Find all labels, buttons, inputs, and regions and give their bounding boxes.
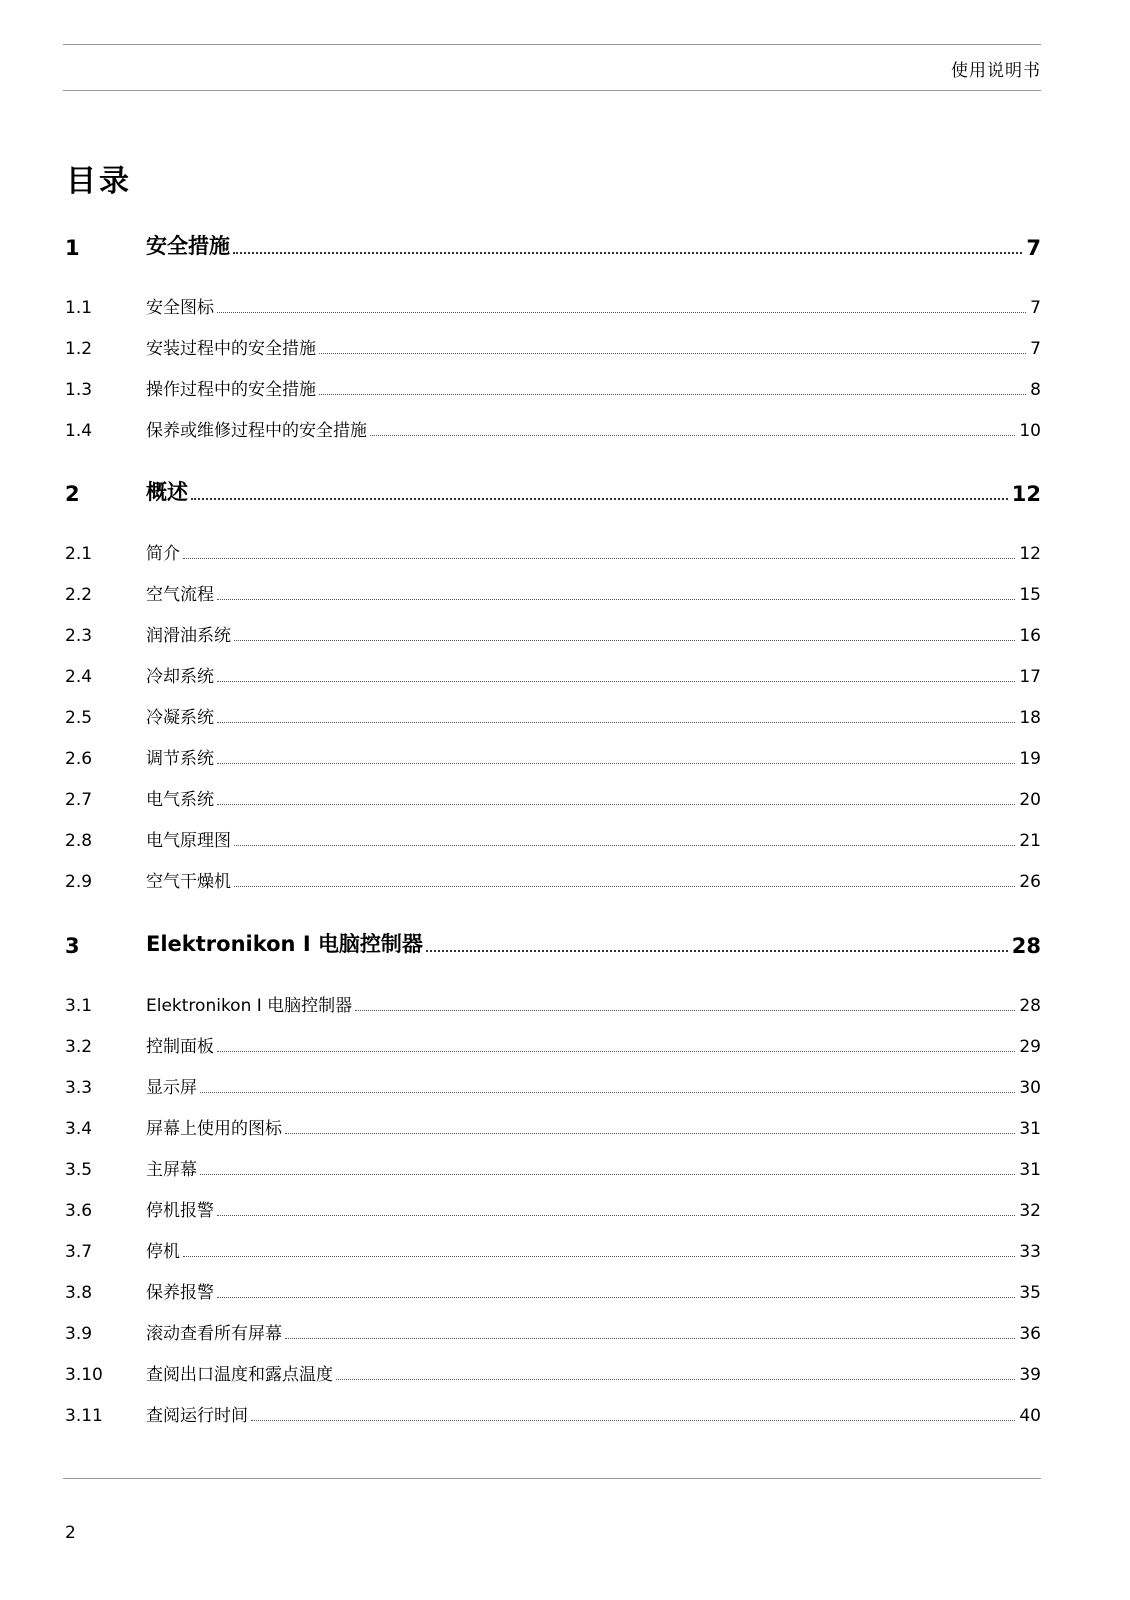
item-title: 屏幕上使用的图标 bbox=[146, 1119, 282, 1139]
dot-leader bbox=[336, 1379, 1015, 1380]
item-title: 主屏幕 bbox=[146, 1160, 197, 1180]
dot-leader bbox=[217, 1051, 1015, 1052]
item-page: 18 bbox=[1019, 708, 1041, 728]
item-page: 8 bbox=[1030, 380, 1041, 400]
item-page: 30 bbox=[1019, 1078, 1041, 1098]
item-page: 28 bbox=[1019, 996, 1041, 1016]
toc-item-3-8[interactable] bbox=[65, 1277, 1041, 1303]
chapter-title: 概述 bbox=[146, 480, 188, 504]
toc-item-2-1[interactable] bbox=[65, 538, 1041, 564]
item-page: 26 bbox=[1019, 872, 1041, 892]
chapter-title: 安全措施 bbox=[146, 234, 230, 258]
toc-item-3-4[interactable] bbox=[65, 1113, 1041, 1139]
item-title: 冷凝系统 bbox=[146, 708, 214, 728]
toc-item-3-7[interactable] bbox=[65, 1236, 1041, 1262]
document-type-label: 使用说明书 bbox=[951, 61, 1041, 81]
item-page: 7 bbox=[1030, 339, 1041, 359]
item-title: 空气干燥机 bbox=[146, 872, 231, 892]
item-title: 停机报警 bbox=[146, 1201, 214, 1221]
chapter-page: 12 bbox=[1011, 482, 1041, 506]
item-title: 控制面板 bbox=[146, 1037, 214, 1057]
dot-leader bbox=[217, 1215, 1015, 1216]
toc-item-2-5[interactable] bbox=[65, 702, 1041, 728]
chapter-title: Elektronikon I 电脑控制器 bbox=[146, 932, 423, 956]
item-title: 电气系统 bbox=[146, 790, 214, 810]
chapter-page: 7 bbox=[1026, 236, 1041, 260]
toc-item-3-2[interactable] bbox=[65, 1031, 1041, 1057]
dot-leader bbox=[285, 1133, 1015, 1134]
item-page: 16 bbox=[1019, 626, 1041, 646]
item-title: 查阅运行时间 bbox=[146, 1406, 248, 1426]
toc-item-2-3[interactable] bbox=[65, 620, 1041, 646]
item-title: 调节系统 bbox=[146, 749, 214, 769]
dot-leader bbox=[217, 722, 1015, 723]
toc-item-3-1[interactable] bbox=[65, 990, 1041, 1016]
item-number: 1.3 bbox=[65, 380, 93, 400]
header-bottom-rule bbox=[63, 90, 1041, 91]
item-page: 17 bbox=[1019, 667, 1041, 687]
toc-item-3-9[interactable] bbox=[65, 1318, 1041, 1344]
item-number: 3.9 bbox=[65, 1324, 93, 1344]
dot-leader bbox=[217, 681, 1015, 682]
dot-leader bbox=[285, 1338, 1015, 1339]
item-number: 2.7 bbox=[65, 790, 93, 810]
item-number: 3.10 bbox=[65, 1365, 103, 1385]
item-number: 3.7 bbox=[65, 1242, 93, 1262]
toc-item-2-7[interactable] bbox=[65, 784, 1041, 810]
dot-leader bbox=[200, 1092, 1015, 1093]
dot-leader bbox=[183, 1256, 1015, 1257]
item-title: 操作过程中的安全措施 bbox=[146, 380, 316, 400]
item-title: 停机 bbox=[146, 1242, 180, 1262]
toc-item-1-2[interactable] bbox=[65, 333, 1041, 359]
item-page: 10 bbox=[1019, 421, 1041, 441]
item-number: 3.3 bbox=[65, 1078, 93, 1098]
item-page: 31 bbox=[1019, 1119, 1041, 1139]
dot-leader bbox=[217, 312, 1026, 313]
item-number: 3.11 bbox=[65, 1406, 103, 1426]
toc-chapter-1[interactable] bbox=[65, 230, 1041, 260]
item-number: 1.1 bbox=[65, 298, 93, 318]
toc-item-2-2[interactable] bbox=[65, 579, 1041, 605]
item-number: 2.8 bbox=[65, 831, 93, 851]
item-page: 15 bbox=[1019, 585, 1041, 605]
item-number: 2.9 bbox=[65, 872, 93, 892]
item-title: 空气流程 bbox=[146, 585, 214, 605]
item-title: 显示屏 bbox=[146, 1078, 197, 1098]
item-page: 21 bbox=[1019, 831, 1041, 851]
item-page: 40 bbox=[1019, 1406, 1041, 1426]
chapter-number: 2 bbox=[65, 482, 80, 506]
item-title: Elektronikon I 电脑控制器 bbox=[146, 996, 353, 1016]
item-number: 3.6 bbox=[65, 1201, 93, 1221]
item-page: 39 bbox=[1019, 1365, 1041, 1385]
toc-item-2-8[interactable] bbox=[65, 825, 1041, 851]
item-number: 2.6 bbox=[65, 749, 93, 769]
item-number: 2.2 bbox=[65, 585, 93, 605]
item-number: 3.8 bbox=[65, 1283, 93, 1303]
item-title: 滚动查看所有屏幕 bbox=[146, 1324, 282, 1344]
toc-item-3-6[interactable] bbox=[65, 1195, 1041, 1221]
item-number: 3.4 bbox=[65, 1119, 93, 1139]
item-page: 29 bbox=[1019, 1037, 1041, 1057]
item-number: 3.5 bbox=[65, 1160, 93, 1180]
dot-leader bbox=[191, 498, 1008, 500]
item-page: 31 bbox=[1019, 1160, 1041, 1180]
toc-item-3-10[interactable] bbox=[65, 1359, 1041, 1385]
toc-item-1-1[interactable] bbox=[65, 292, 1041, 318]
toc-chapter-2[interactable] bbox=[65, 476, 1041, 506]
toc-item-1-4[interactable] bbox=[65, 415, 1041, 441]
page-number: 2 bbox=[65, 1523, 76, 1543]
item-page: 7 bbox=[1030, 298, 1041, 318]
item-number: 2.5 bbox=[65, 708, 93, 728]
dot-leader bbox=[370, 435, 1015, 436]
item-page: 12 bbox=[1019, 544, 1041, 564]
dot-leader bbox=[200, 1174, 1015, 1175]
toc-title: 目录 bbox=[66, 164, 132, 199]
dot-leader bbox=[251, 1420, 1015, 1421]
toc-item-3-3[interactable] bbox=[65, 1072, 1041, 1098]
header-top-rule bbox=[63, 44, 1041, 45]
item-title: 电气原理图 bbox=[146, 831, 231, 851]
toc-item-2-9[interactable] bbox=[65, 866, 1041, 892]
dot-leader bbox=[234, 845, 1015, 846]
dot-leader bbox=[426, 950, 1008, 952]
dot-leader bbox=[217, 1297, 1015, 1298]
item-title: 冷却系统 bbox=[146, 667, 214, 687]
item-page: 20 bbox=[1019, 790, 1041, 810]
item-page: 19 bbox=[1019, 749, 1041, 769]
footer-rule bbox=[63, 1478, 1041, 1479]
dot-leader bbox=[233, 252, 1022, 254]
item-page: 36 bbox=[1019, 1324, 1041, 1344]
item-title: 保养报警 bbox=[146, 1283, 214, 1303]
chapter-number: 3 bbox=[65, 934, 80, 958]
dot-leader bbox=[217, 804, 1015, 805]
chapter-number: 1 bbox=[65, 236, 80, 260]
item-number: 2.4 bbox=[65, 667, 93, 687]
item-title: 安装过程中的安全措施 bbox=[146, 339, 316, 359]
dot-leader bbox=[217, 763, 1015, 764]
item-number: 2.3 bbox=[65, 626, 93, 646]
toc-item-1-3[interactable] bbox=[65, 374, 1041, 400]
toc-item-2-6[interactable] bbox=[65, 743, 1041, 769]
dot-leader bbox=[183, 558, 1015, 559]
dot-leader bbox=[319, 353, 1026, 354]
toc-chapter-3[interactable] bbox=[65, 928, 1041, 958]
toc-item-2-4[interactable] bbox=[65, 661, 1041, 687]
dot-leader bbox=[319, 394, 1026, 395]
item-title: 简介 bbox=[146, 544, 180, 564]
dot-leader bbox=[217, 599, 1015, 600]
item-number: 2.1 bbox=[65, 544, 93, 564]
chapter-page: 28 bbox=[1011, 934, 1041, 958]
item-number: 3.1 bbox=[65, 996, 93, 1016]
item-title: 保养或维修过程中的安全措施 bbox=[146, 421, 367, 441]
dot-leader bbox=[355, 1010, 1015, 1011]
item-title: 润滑油系统 bbox=[146, 626, 231, 646]
item-page: 33 bbox=[1019, 1242, 1041, 1262]
item-number: 1.4 bbox=[65, 421, 93, 441]
toc-item-3-11[interactable] bbox=[65, 1400, 1041, 1426]
dot-leader bbox=[234, 886, 1015, 887]
toc-item-3-5[interactable] bbox=[65, 1154, 1041, 1180]
item-number: 3.2 bbox=[65, 1037, 93, 1057]
item-page: 32 bbox=[1019, 1201, 1041, 1221]
dot-leader bbox=[234, 640, 1015, 641]
item-page: 35 bbox=[1019, 1283, 1041, 1303]
item-title: 查阅出口温度和露点温度 bbox=[146, 1365, 333, 1385]
item-title: 安全图标 bbox=[146, 298, 214, 318]
item-number: 1.2 bbox=[65, 339, 93, 359]
